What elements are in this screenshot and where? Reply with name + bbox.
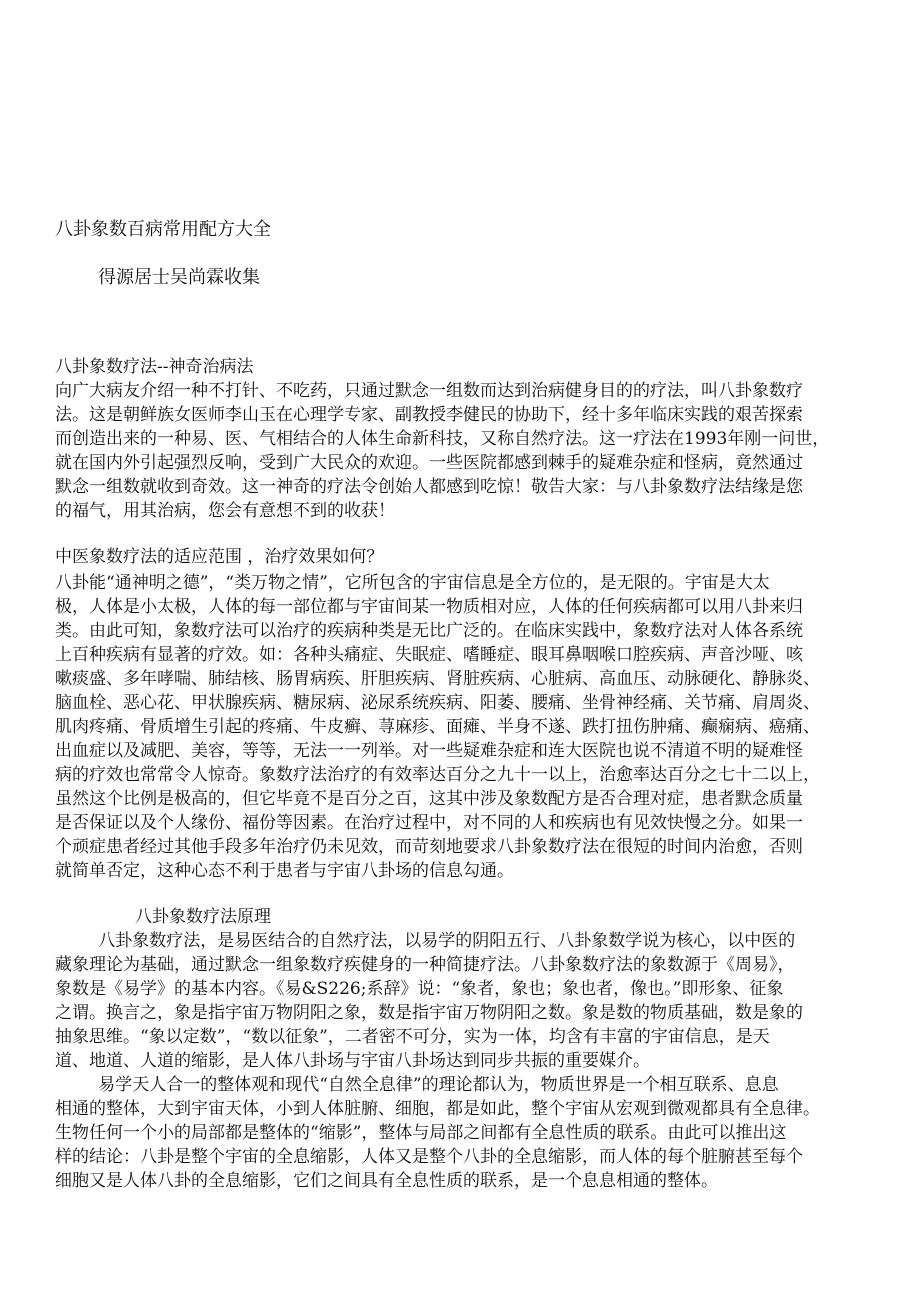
paragraph-line: 道、地道、人道的缩影，是人体八卦场与宇宙八卦场达到同步共振的重要媒介。 [55, 1051, 650, 1071]
section-2-heading: 中医象数疗法的适应范围 ，治疗效果如何？ [55, 547, 384, 567]
paragraph-line: 生物任何一个小的局部都是整体的“缩影”，整体与局部之间都有全息性质的联系。由此可以推出这 [55, 1123, 787, 1143]
paragraph-line: 个顽症患者经过其他手段多年治疗仍未见效，而苛刻地要求八卦象数疗法在很短的时间内治愈，否则 [55, 837, 803, 857]
paragraph-line: 抽象思维。“象以定数”，“数以征象”，二者密不可分，实为一体，均含有丰富的宇宙信息，是天 [55, 1027, 770, 1047]
paragraph-line: 是否保证以及个人缘份、福份等因素。在治疗过程中，对不同的人和疾病也有见效快慢之分。如果一 [55, 813, 803, 833]
paragraph-line: 法。这是朝鲜族女医师李山玉在心理学专家、副教授李健民的协助下，经十多年临床实践的艰苦探索 [55, 405, 803, 425]
paragraph-line: 样的结论：八卦是整个宇宙的全息缩影，人体又是整个八卦的全息缩影，而人体的每个脏腑甚至每个 [55, 1147, 803, 1167]
paragraph-line: 象数是《易学》的基本内容。《易&S226;系辞》说：“象者，象也；象也者，像也。”即形象、征象 [55, 979, 784, 999]
paragraph-line: 就简单否定，这种心态不利于患者与宇宙八卦场的信息勾通。 [55, 861, 514, 881]
document-author: 得源居士吴尚霖收集 [98, 267, 260, 288]
paragraph-line: 默念一组数就收到奇效。这一神奇的疗法令创始人都感到吃惊！敬告大家：与八卦象数疗法结缘是您 [55, 477, 803, 497]
paragraph-line: 之谓。换言之，象是指宇宙万物阴阳之象，数是指宇宙万物阴阳之数。象是数的物质基础，数是象的 [55, 1003, 803, 1023]
paragraph-line: 虽然这个比例是极高的，但它毕竟不是百分之百，这其中涉及象数配方是否合理对症，患者默念质量 [55, 789, 803, 809]
paragraph-line: 上百种疾病有显著的疗效。如：各种头痛症、失眠症、嗜睡症、眼耳鼻咽喉口腔疾病、声音沙哑、咳 [55, 645, 803, 665]
section-1-heading: 八卦象数疗法--神奇治病法 [55, 357, 254, 377]
section-3-heading: 八卦象数疗法原理 [135, 907, 271, 927]
paragraph-line: 八卦能“通神明之德”，“类万物之情”，它所包含的宇宙信息是全方位的，是无限的。宇宙是大太 [55, 573, 770, 593]
paragraph-line: 嗽痰盛、多年哮喘、肺结核、肠胃病疾、肝胆疾病、肾脏疾病、心脏病、高血压、动脉硬化、静脉炎、 [55, 669, 820, 689]
paragraph-line: 肌肉疼痛、骨质增生引起的疼痛、牛皮癣、荨麻疹、面瘫、半身不遂、跌打扭伤肿痛、癫痫病、癌痛、 [55, 717, 820, 737]
paragraph-line: 相通的整体，大到宇宙天体，小到人体脏腑、细胞，都是如此，整个宇宙从宏观到微观都具有全息律。 [55, 1099, 820, 1119]
paragraph-line: 脑血栓、恶心花、甲状腺疾病、糖尿病、泌尿系统疾病、阳萎、腰痛、坐骨神经痛、关节痛、肩周炎、 [55, 693, 820, 713]
paragraph-line: 藏象理论为基础，通过默念一组象数疗疾健身的一种简捷疗法。八卦象数疗法的象数源于《周易》， [55, 955, 795, 975]
paragraph-line: 病的疗效也常常令人惊奇。象数疗法治疗的有效率达百分之九十一以上，治愈率达百分之七十二以上， [55, 765, 820, 785]
paragraph-line: 向广大病友介绍一种不打针、不吃药，只通过默念一组数而达到治病健身目的的疗法，叫八卦象数疗 [55, 381, 803, 401]
paragraph-line: 细胞又是人体八卦的全息缩影，它们之间具有全息性质的联系，是一个息息相通的整体。 [55, 1171, 718, 1191]
paragraph-line: 易学天人合一的整体观和现代“自然全息律”的理论都认为，物质世界是一个相互联系、息息 [55, 1075, 779, 1095]
paragraph-line: 就在国内外引起强烈反响，受到广大民众的欢迎。一些医院都感到棘手的疑难杂症和怪病，竟然通过 [55, 453, 803, 473]
paragraph-line: 类。由此可知，象数疗法可以治疗的疾病种类是无比广泛的。在临床实践中，象数疗法对人体各系统 [55, 621, 803, 641]
paragraph-line: 而创造出来的一种易、医、气相结合的人体生命新科技，又称自然疗法。这一疗法在1993年刚一问世， [55, 429, 830, 449]
paragraph-line: 的福气，用其治病，您会有意想不到的收获！ [55, 501, 395, 521]
paragraph-line: 极，人体是小太极，人体的每一部位都与宇宙间某一物质相对应，人体的任何疾病都可以用八卦来归 [55, 597, 803, 617]
paragraph-line: 八卦象数疗法，是易医结合的自然疗法，以易学的阴阳五行、八卦象数学说为核心，以中医的 [55, 931, 796, 951]
document-title: 八卦象数百病常用配方大全 [55, 219, 271, 240]
paragraph-line: 出血症以及减肥、美容，等等，无法一一列举。对一些疑难杂症和连大医院也说不清道不明的疑难怪 [55, 741, 803, 761]
